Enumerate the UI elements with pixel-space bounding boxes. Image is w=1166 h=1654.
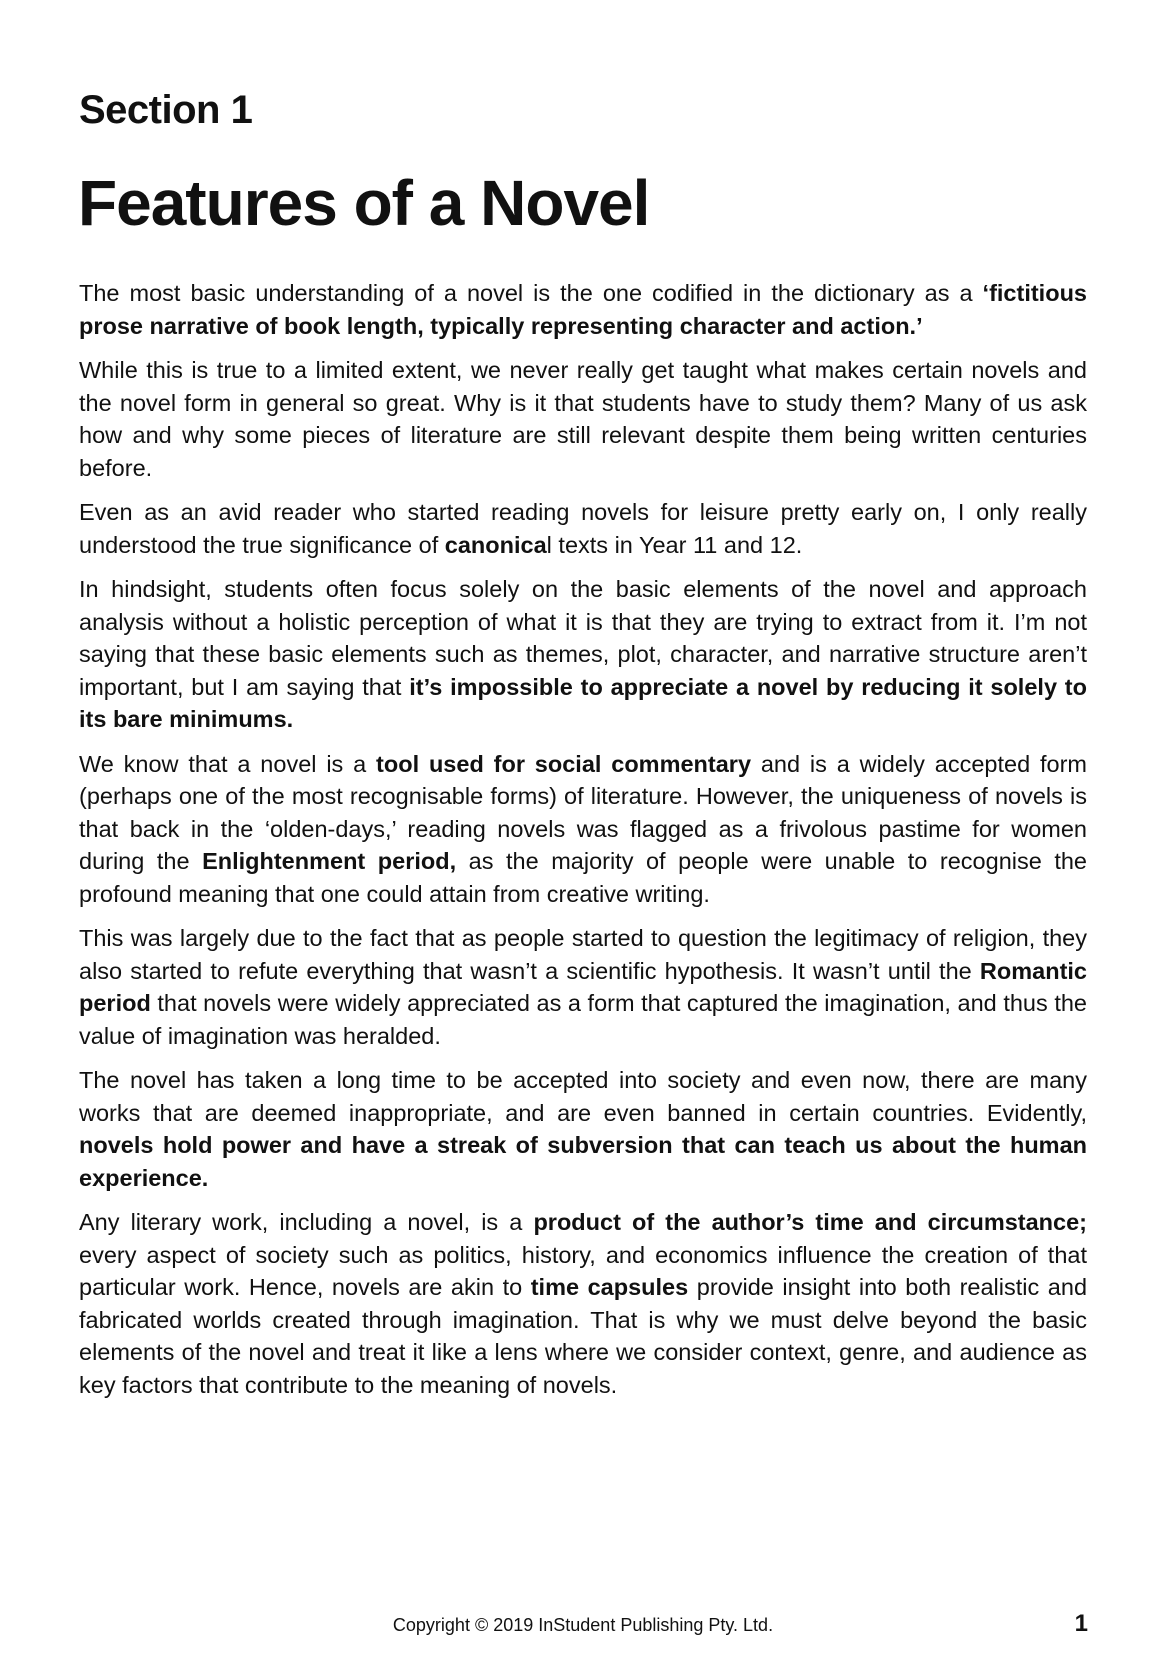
emphasis-text: product of the author’s time and circumstance;: [533, 1209, 1087, 1235]
footer-copyright: Copyright © 2019 InStudent Publishing Pty. Ltd.: [392, 1615, 774, 1635]
paragraph-1: [79, 277, 1087, 342]
paragraph-text: The novel has taken a long time to be accepted into society and even now, there are many works that are deemed inappropriate, and are even banned in certain countries. Evidently,: [79, 1067, 1087, 1126]
paragraph-5: [79, 748, 1087, 911]
paragraph-3: [79, 496, 1087, 561]
emphasis-text: it’s impossible to appreciate a novel by reducing it solely to its bare minimums.: [79, 673, 1087, 732]
emphasis-text: canonica: [444, 531, 547, 558]
paragraph-text: While this is true to a limited extent, we never really get taught what makes certain novels and the novel form in general so great. Why is it that students have to study them? Many of us ask how and why some pieces of literature are still relevant despite them being written centuries before.: [79, 357, 1087, 481]
emphasis-text: ‘fictitious prose narrative of book length, typically representing character and action.’: [79, 280, 1087, 339]
paragraph-2: [79, 354, 1087, 484]
paragraph-text: The most basic understanding of a novel is the one codified in the dictionary as a: [79, 280, 983, 306]
paragraph-text: Even as an avid reader who started reading novels for leisure pretty early on, I only really understood the true significance of: [79, 499, 1087, 558]
emphasis-text: novels hold power and have a streak of subversion that can teach us about the human experience.: [79, 1132, 1087, 1191]
paragraph-text: every aspect of society such as politics, history, and economics influence the creation of that particular work. Hence, novels are akin to: [79, 1241, 1087, 1300]
paragraph-text: Any literary work, including a novel, is a: [79, 1209, 534, 1235]
paragraph-text: This was largely due to the fact that as people started to question the legitimacy of religion, they also started to refute everything that wasn’t a scientific hypothesis. It wasn’t until the: [79, 925, 1087, 984]
body-text: [79, 277, 1087, 1413]
paragraph-4: [79, 573, 1087, 736]
paragraph-text: and is a widely accepted form (perhaps one of the most recognisable forms) of literature. However, the uniqueness of novels is that back in the ‘olden-days,’ reading novels was flagged as a frivolous pastime for women during the: [79, 750, 1087, 874]
emphasis-text: time capsules: [530, 1274, 689, 1300]
paragraph-text: We know that a novel is a: [79, 750, 377, 777]
paragraph-text: that novels were widely appreciated as a form that captured the imagination, and thus the value of imagination was heralded.: [79, 990, 1087, 1049]
paragraph-text: In hindsight, students often focus solely on the basic elements of the novel and approach analysis without a holistic perception of what it is that they are trying to extract from it. I’m not saying that these basic elements such as themes, plot, character, and narrative structure aren’t important, but I am saying that: [79, 576, 1087, 700]
paragraph-text: provide insight into both realistic and fabricated worlds created through imagination. That is why we must delve beyond the basic elements of the novel and treat it like a lens where we consider context, genre, and audience as key factors that contribute to the meaning of novels.: [79, 1274, 1088, 1398]
paragraph-6: [79, 922, 1087, 1052]
page-title: Features of a Novel: [78, 167, 650, 239]
paragraph-7: [79, 1064, 1087, 1194]
paragraph-8: [79, 1206, 1087, 1401]
paragraph-text: l texts in Year 11 and 12.: [546, 531, 803, 558]
emphasis-text: Enlightenment period,: [202, 848, 457, 874]
section-label: Section 1: [79, 88, 253, 132]
emphasis-text: tool used for social commentary: [376, 750, 752, 777]
page-number: 1: [1074, 1610, 1088, 1637]
emphasis-text: Romantic period: [79, 957, 1087, 1016]
paragraph-text: as the majority of people were unable to recognise the profound meaning that one could attain from creative writing.: [79, 848, 1087, 907]
